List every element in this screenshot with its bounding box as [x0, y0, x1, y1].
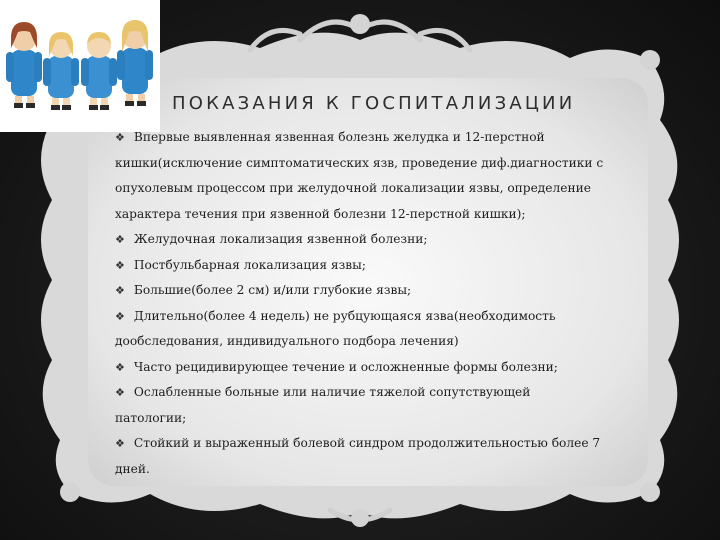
- bullet-text: дней.: [115, 461, 150, 476]
- bullet-item: [115, 431, 615, 482]
- bullet-text: Ослабленные больные или наличие тяжелой сопутствующей: [133, 385, 531, 399]
- diamond-bullet-icon: ❖: [115, 284, 125, 297]
- bullet-item-line: [115, 431, 615, 457]
- bullet-item-line: [115, 202, 615, 228]
- dolls-picture: [0, 0, 160, 132]
- bullet-text: Часто рецидивирующее течение и осложненные формы болезни;: [133, 359, 558, 374]
- bullet-text: Желудочная локализация язвенной болезни;: [133, 232, 428, 246]
- bullet-item-line: [115, 380, 615, 406]
- dolls-image: [0, 0, 160, 132]
- diamond-bullet-icon: ❖: [115, 360, 125, 374]
- bullet-text: Большие(более 2 см) и/или глубокие язвы;: [133, 283, 412, 297]
- bullet-item-line: [115, 278, 615, 304]
- bullet-item-line: [115, 304, 615, 330]
- bullet-text: кишки(исключение симптоматических язв, проведение диф.диагностики с: [115, 155, 604, 170]
- bullet-item-line: [115, 125, 615, 151]
- bullet-text: дообследования, индивидуального подбора лечения): [115, 334, 459, 348]
- bullet-item: [115, 253, 615, 279]
- diamond-bullet-icon: ❖: [115, 258, 125, 272]
- diamond-bullet-icon: ❖: [115, 233, 125, 246]
- diamond-bullet-icon: ❖: [115, 386, 125, 399]
- bullet-item: [115, 125, 615, 227]
- bullet-item: [115, 278, 615, 304]
- bullet-text: Длительно(более 4 недель) не рубцующаяся язва(необходимость: [133, 308, 556, 323]
- bullet-text: опухолевым процессом при желудочной локализации язвы, определение: [115, 181, 591, 195]
- bullet-item-line: [115, 253, 615, 279]
- bullet-item-line: [115, 355, 615, 381]
- diamond-bullet-icon: ❖: [115, 131, 125, 144]
- bullet-item-line: [115, 176, 615, 202]
- bullet-item: [115, 355, 615, 381]
- bullet-item: [115, 227, 615, 253]
- bullet-text: Постбульбарная локализация язвы;: [133, 257, 366, 272]
- bullet-item-line: [115, 457, 615, 483]
- bullet-text: характера течения при язвенной болезни 12-перстной кишки);: [115, 206, 526, 221]
- bullet-list: [115, 125, 615, 482]
- bullet-item-line: [115, 227, 615, 253]
- bullet-item-line: [115, 151, 615, 177]
- bullet-item: [115, 380, 615, 431]
- bullet-text: Впервые выявленная язвенная болезнь желудка и 12-перстной: [133, 130, 545, 144]
- bullet-text: патологии;: [115, 410, 187, 425]
- bullet-item: [115, 304, 615, 355]
- diamond-bullet-icon: ❖: [115, 437, 125, 450]
- slide-title: ПОКАЗАНИЯ К ГОСПИТАЛИЗАЦИИ: [172, 93, 576, 114]
- bullet-item-line: [115, 329, 615, 355]
- bullet-item-line: [115, 406, 615, 432]
- diamond-bullet-icon: ❖: [115, 309, 125, 323]
- bullet-text: Стойкий и выраженный болевой синдром продолжительностью более 7: [133, 436, 601, 450]
